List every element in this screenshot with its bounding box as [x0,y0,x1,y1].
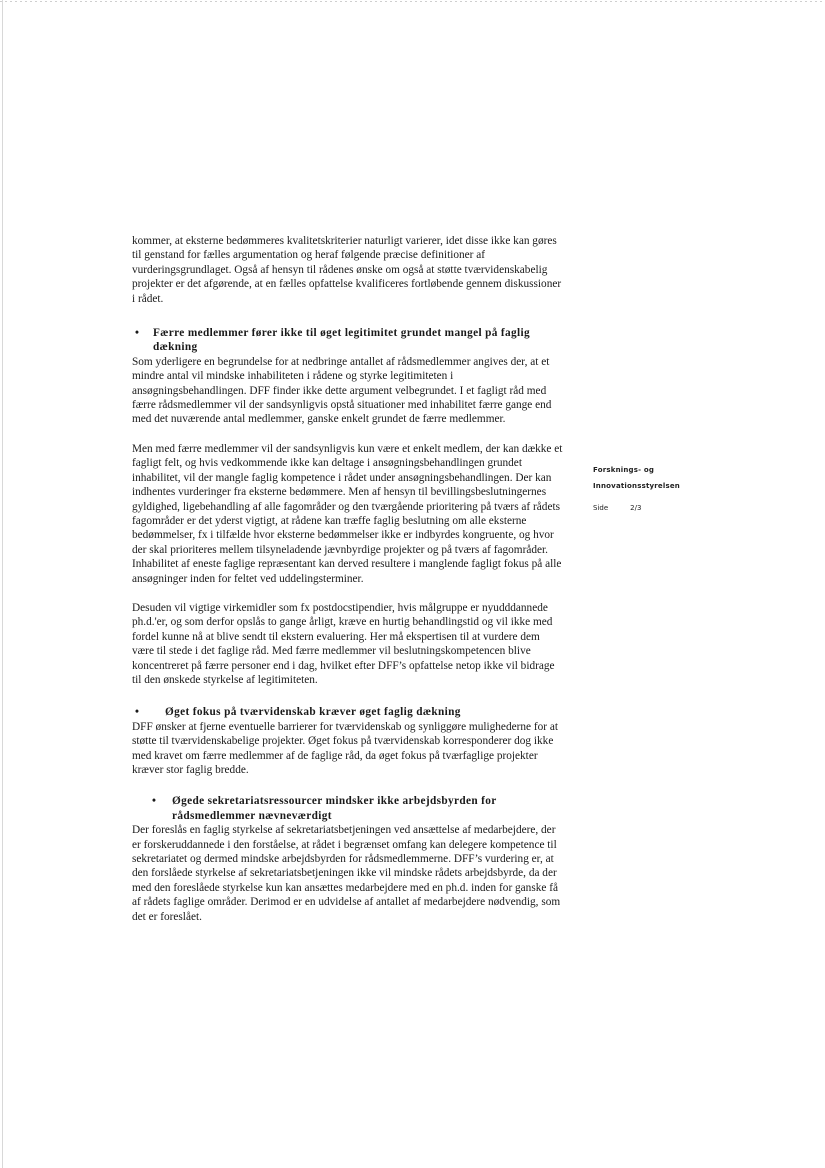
heading-text: Færre medlemmer fører ikke til øget legitimitet grundet mangel på faglig dækning [153,327,530,354]
section-heading-3 [132,705,564,719]
paragraph-5: DFF ønsker at fjerne eventuelle barrierer for tværvidenskab og synliggøre mulighederne for at støtte til tværvidenskabelige projekter. Øget fokus på tværvidenskab korresponderer dog ikke med kravet om færre medlemmer af de faglige råd, da øget fokus på tværfaglige projekter kræver stor faglig bredde. [132,720,559,776]
page-indicator [593,504,680,512]
page-number: 2/3 [630,504,642,512]
section-heading-4 [132,794,564,823]
bullet-icon: • [135,706,140,719]
bullet-icon: • [152,795,157,808]
paragraph-4: Desuden vil vigtige virkemidler som fx postdocstipendier, hvis målgruppe er nyudddannede ph.d.'er, og som derfor opslås to gange årligt, kræve en hurtig behandlingstid og vil ikke med fordel kunne nå at blive sendt til ekstern evaluering. Her må ekspertisen til at vurdere dem være til stede i det faglige råd. Med færre medlemmer vil beslutningskompetencen blive koncentreret på færre personer end i dag, hvilket efter DFF’s opfattelse netop ikke vil bidrage til den ønskede styrkelse af legitimiteten. [132,601,555,686]
paragraph-2: Som yderligere en begrundelse for at nedbringe antallet af rådsmedlemmer angives der, at et mindre antal vil mindske inhabiliteten i rådene og styrke legitimiteten i ansøgningsbehandlingen. DFF finder ikke dette argument velbegrundet. I et fagligt råd med færre rådsmedlemmer vil der sandsynligvis opstå situationer med inhabilitet færre gange end med det nuværende antal medlemmer, ganske enkelt grundet de færre medlemmer. [132,355,552,426]
paragraph-3: Men med færre medlemmer vil der sandsynligvis kun være et enkelt medlem, der kan dække et fagligt felt, og hvis vedkommende ikke kan deltage i ansøgningsbehandlingen grundet inhabilitet, vil der mangle faglig kompetence i rådet under ansøgningsbehandlingen. Der kan indhentes vurderinger fra eksterne bedømmere. Men af hensyn til bevillingsbeslutningernes gyldighed, ligebehandling af alle fagområder og den tværgående prioritering på tværs af rådets fagområder er det yderst vigtigt, at rådene kan træffe faglig beslutning om alle eksterne bedømmelser, fx i tilfælde hvor eksterne bedømmelser ikke er indbyrdes kongruente, og hvor der skal prioriteres mellem tilsyneladende jævnbyrdige projekter og på tværs af fagområder. Inhabilitet af eneste faglige repræsentant kan derved resultere i manglende fagligt fokus på alle ansøgninger inden for feltet ved uddelingsterminer. [132,442,563,585]
org-name-line-2: Innovationsstyrelsen [593,482,680,490]
sender-sidebar [593,462,680,512]
scan-top-edge [0,1,825,2]
heading-text: Øgede sekretariatsressourcer mindsker ikke arbejdsbyrden for rådsmedlemmer nævneværdigt [172,795,497,822]
paragraph-1: kommer, at eksterne bedømmeres kvalitetskriterier naturligt varierer, idet disse ikke kan gøres til genstand for fælles argumentation og heraf følgende præcise definitioner af vurderingsgrundlaget. Også af hensyn til rådenes ønske om også at støtte tværvidenskabelig projekter er det afgørende, at en fælles opfattelse kvalificeres fortløbende gennem diskussioner i rådet. [132,235,562,305]
page-label: Side [593,504,609,512]
heading-text: Øget fokus på tværvidenskab kræver øget faglig dækning [165,706,461,719]
org-name-line-1: Forsknings- og [593,466,655,474]
letter-body [132,234,564,924]
scan-left-edge [2,0,3,1168]
bullet-icon: • [135,327,140,340]
paragraph-6: Der foreslås en faglig styrkelse af sekretariatsbetjeningen ved ansættelse af medarbejdere, der er forskeruddannede i den forståelse, at rådet i begrænset omfang kan delegere kompetence til sekretariatet og dermed mindske arbejdsbyrden for rådsmedlemmerne. DFF’s vurdering er, at den forslåede styrkelse af sekretariatsbetjeningen ikke vil mindske rådets arbejdsbyrde, da der med den foreslåede styrkelse kun kan ansættes medarbejdere med en ph.d. inden for ganske få af rådets faglige områder. Derimod er en udvidelse af antallet af medarbejdere nødvendig, som det er foreslået. [132,824,561,923]
section-heading-2 [132,326,564,355]
